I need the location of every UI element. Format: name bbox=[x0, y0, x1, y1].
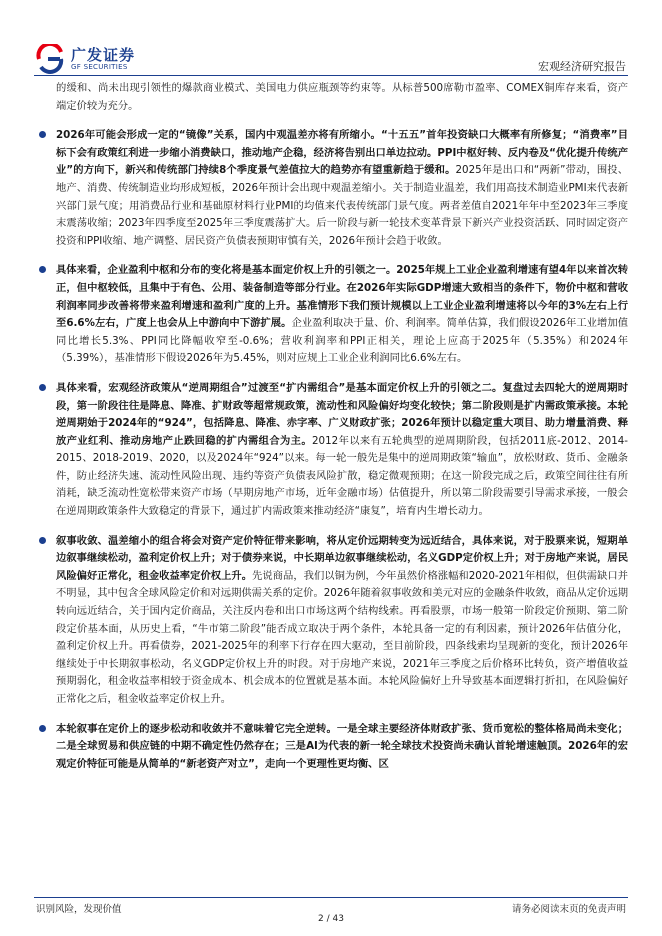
bullet-paragraph bbox=[56, 127, 628, 250]
bullet-paragraph bbox=[56, 262, 628, 368]
footer-slogan: 识别风险，发现价值 bbox=[36, 904, 122, 915]
bullet-bold-text: 具体来看，宏观经济政策从“逆周期组合”过渡至“扩内需组合”是基本面定价权上升的引领之二。复盘过去四轮大的逆周期时段，第一阶段往往是降息、降准、扩财政等超常规政策，流动性和风险偏好均变化较快；第二阶段则是扩内需政策承接。本轮逆周期始于2024年的“924”，包括降息、降准、赤字率、广义财政扩张；2026年预计以稳定重大项目、助力增量消费、释放产业红利、推动房地产止跌回稳的扩内需组合为主。 bbox=[56, 381, 628, 447]
bullet-dot-icon bbox=[39, 384, 46, 391]
bullet-item bbox=[36, 127, 628, 250]
bullet-bold-text: 本轮叙事在定价上的逐步松动和收敛并不意味着它完全逆转。一是全球主要经济体财政扩张、货币宽松的整体格局尚未变化；二是全球贸易和供应链的中期不确定性仍然存在；三是AI为代表的新一轮全球技术投资尚未确认首轮增速触顶。2026年的宏观定价特征可能是从简单的“新老资产对立”，走向一个更理性更均衡、区 bbox=[56, 722, 628, 770]
logo-mark-icon bbox=[35, 44, 67, 74]
bullet-paragraph bbox=[56, 533, 628, 709]
bullet-body-text: 2012年以来有五轮典型的逆周期阶段，包括2011底-2012、2014-2015、2018-2019、2020，以及2024年“924”以来。每一轮一般先是集中的逆周期政策“输血”，放松财政、货币、金融条件，防止经济失速、流动性风险出现、违约等资产负债表风险扩散，稳定微观预期；在这一阶段完成之后，政策空间往往有所消耗，缺乏流动性宽松带来资产市场（早期房地产市场，近年金融市场）估值提升，所以第二阶段需要引导需求承接，一般会在逆周期政策条件大致稳定的背景下，通过扩内需政策来推动经济“康复”，培育内生增长动力。 bbox=[56, 434, 629, 518]
logo-chinese-name: 广发证券 bbox=[71, 46, 136, 64]
page-header bbox=[0, 0, 662, 78]
bullet-bold-text: 2026年可能会形成一定的“镜像”关系，国内中观温差亦将有所缩小。“十五五”首年投资缺口大概率有所修复；“消费率”目标下会有政策红利进一步缩小消费缺口，推动地产企稳，经济将告别出口单边拉动。PPI中枢好转、反内卷及“优化提升传统产业”的方向下，新兴和传统部门持续8个季度景气差值拉大的趋势亦有望重新趋于缓和。 bbox=[56, 129, 628, 177]
bullet-item bbox=[36, 721, 628, 774]
bullet-item bbox=[36, 380, 628, 521]
bullet-dot-icon bbox=[39, 266, 46, 273]
footer-divider bbox=[34, 897, 628, 898]
bullet-body-text: 企业盈利取决于量、价、利润率。简单估算，我们假设2026年工业增加值同比增长5.3%、PPI同比降幅收窄至-0.6%；营收利润率和PPI正相关，理论上应高于2025年（5.35%）和2024年（5.39%），基准情形下假设2026年为5.45%，则对应规上工业企业利润同比6.6%左右。 bbox=[56, 317, 628, 365]
bullet-bold-text: 具体来看，企业盈利中枢和分布的变化将是基本面定价权上升的引领之一。2025年规上工业企业盈利增速有望4年以来首次转正，但中枢较低，且集中于有色、公用、装备制造等部分行业。在2026年实际GDP增速大致相当的条件下，物价中枢和营收利润率同步改善将带来盈利增速和盈利广度的上升。基准情形下我们预计规模以上工业企业盈利增速将以今年的3%左右上行至6.6%左右，广度上也会从上中游向中下游扩展。 bbox=[56, 264, 628, 330]
logo-english-name: GF SECURITIES bbox=[71, 63, 128, 71]
bullet-paragraph bbox=[56, 721, 628, 774]
bullet-item bbox=[36, 533, 628, 709]
bullet-dot-icon bbox=[39, 131, 46, 138]
report-type-title: 宏观经济研究报告 bbox=[538, 60, 626, 73]
gf-securities-logo bbox=[35, 44, 185, 76]
bullet-body-text: 先说商品，我们以铜为例，今年虽然价格涨幅和2020-2021年相似，但供需缺口并不明显，其中包含全球风险定价和对远期供需关系的定价。2026年随着叙事收敛和美元对应的金融条件收敛，商品从定价远期转向远近结合，关于国内定价商品，关注反内卷和出口市场这两个结构线索。再看股票，市场一般第一阶段定价预期、第二阶段定价基本面，从历史上看，“牛市第二阶段”能否成立取决于两个条件，本轮具备一定的有利因素，预计2026年估值分化，盈利定价权上升。再看债券，2021-2025年的利率下行存在四大驱动，至目前阶段，四条线索均呈现新的变化，预计2026年继续处于中长期叙事松动，名义GDP定价权上升的时段。对于房地产来说，2021年三季度之后价格环比转负，资产增值收益预期弱化，租金收益率相较于资金成本、机会成本的位置就是基本面。本轮风险偏好上升导致基本面逻辑打折扣，在风险偏好正常化之后，租金收益率定价权上升。 bbox=[56, 569, 629, 705]
continued-paragraph: 的缓和、尚未出现引领性的爆款商业模式、美国电力供应瓶颈等约束等。从标普500席勒市盈率、COMEX铜库存来看，资产端定价较为充分。 bbox=[56, 82, 628, 112]
bullet-dot-icon bbox=[39, 537, 46, 544]
footer-disclaimer-note: 请务必阅读末页的免责声明 bbox=[511, 904, 626, 915]
bullet-paragraph bbox=[56, 380, 628, 521]
bullet-dot-icon bbox=[39, 725, 46, 732]
bullet-item bbox=[36, 262, 628, 368]
bullet-bold-text: 叙事收敛、温差缩小的组合将会对资产定价特征带来影响，将从定价远期转变为远近结合，具体来说，对于股票来说，短期单边叙事继续松动，盈利定价权上升；对于债券来说，中长期单边叙事继续松动，名义GDP定价权上升；对于房地产来说，居民风险偏好正常化，租金收益率定价权上升。 bbox=[56, 534, 628, 582]
bullet-body-text: 2025年是出口和“两新”带动，围投、地产、消费、传统制造业均形成短板，2026年预计会出现中观温差缩小。关于制造业温差，我们用高技术制造业PMI来代表新兴部门景气度；用消费品行业和基础原材料行业PMI的均值来代表传统部门景气度。两者差值自2021年年中至2023年三季度末震荡收缩；2023年四季度至2025年三季度震荡扩大。后一阶段与新一轮技术变革背景下新兴产业投资活跃、同时固定资产投资和PPI收缩、地产调整、居民资产负债表预期审慎有关，2026年预计会趋于收敛。 bbox=[56, 164, 628, 247]
main-content bbox=[36, 80, 628, 773]
page-number: 2 / 43 bbox=[318, 914, 344, 924]
header-divider bbox=[34, 75, 628, 76]
